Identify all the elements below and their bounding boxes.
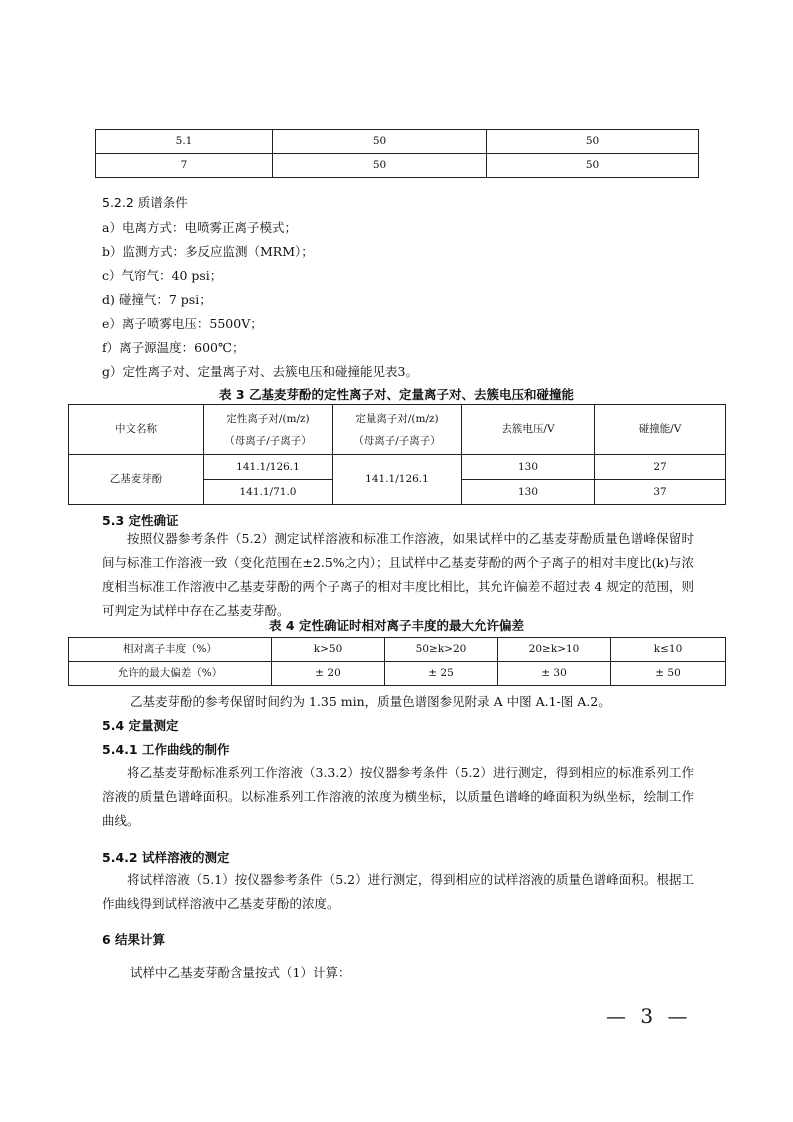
table-row: [69, 455, 726, 480]
section-heading-5-3: 5.3 定性确证: [102, 513, 179, 528]
list-item: g）定性离子对、定量离子对、去簇电压和碰撞能见表3。: [102, 364, 418, 379]
quant-pair-cell: 141.1/126.1: [333, 455, 462, 505]
table-cell: 141.1/126.1: [204, 455, 333, 480]
header-cell: 碰撞能/V: [595, 405, 726, 455]
table-cell: 20≥k>10: [498, 638, 611, 662]
header-line: 定量离子对/(m/z): [355, 412, 439, 425]
table-cell: 130: [462, 480, 595, 505]
table-cell: k≤10: [611, 638, 726, 662]
header-cell: 中文名称: [69, 405, 204, 455]
table-cell: 141.1/71.0: [204, 480, 333, 505]
table-cell: 130: [462, 455, 595, 480]
list-item: f）离子源温度：600℃；: [102, 340, 245, 355]
table-cell: 27: [595, 455, 726, 480]
table-cell: k>50: [272, 638, 385, 662]
table-cell: ± 25: [385, 662, 498, 686]
section-heading-5-2-2: 5.2.2 质谱条件: [102, 195, 188, 210]
retention-note: 乙基麦芽酚的参考保留时间约为 1.35 min，质量色谱图参见附录 A 中图 A.1-图 A.2。: [130, 694, 611, 709]
table-cell: 50: [273, 154, 487, 178]
list-item: e）离子喷雾电压：5500V；: [102, 316, 263, 331]
table-cell: 相对离子丰度（%）: [69, 638, 272, 662]
sample-measurement-paragraph: 将试样溶液（5.1）按仪器参考条件（5.2）进行测定，得到相应的试样溶液的质量色谱峰面积。根据工作曲线得到试样溶液中乙基麦芽酚的浓度。: [102, 872, 694, 911]
table4: [68, 637, 726, 686]
table-row: [96, 154, 699, 178]
table3-caption: 表 3 乙基麦芽酚的定性离子对、定量离子对、去簇电压和碰撞能: [219, 387, 574, 402]
table-cell: ± 50: [611, 662, 726, 686]
table3: [68, 404, 726, 505]
table-row: [96, 130, 699, 154]
header-line: （母离子/子离子）: [224, 434, 312, 447]
section-heading-6: 6 结果计算: [102, 932, 166, 947]
list-item: d) 碰撞气：7 psi；: [102, 292, 212, 307]
list-item: a）电离方式：电喷雾正离子模式；: [102, 220, 297, 235]
table-cell: 允许的最大偏差（%）: [69, 662, 272, 686]
table-header-row: [69, 405, 726, 455]
table-cell: 50: [487, 130, 699, 154]
page-number: — 3 —: [606, 1004, 692, 1028]
table-row: [69, 662, 726, 686]
header-line: （母离子/子离子）: [353, 434, 441, 447]
table-row: [69, 638, 726, 662]
table-cell: ± 20: [272, 662, 385, 686]
header-cell: [204, 405, 333, 455]
list-item: c）气帘气：40 psi；: [102, 268, 223, 283]
table-cell: 50: [487, 154, 699, 178]
results-text: 试样中乙基麦芽酚含量按式（1）计算：: [130, 965, 351, 980]
table-cell: 37: [595, 480, 726, 505]
section-heading-5-4-2: 5.4.2 试样溶液的测定: [102, 850, 230, 865]
table-cell: 50: [273, 130, 487, 154]
section-heading-5-4-1: 5.4.1 工作曲线的制作: [102, 742, 230, 757]
table4-caption: 表 4 定性确证时相对离子丰度的最大允许偏差: [269, 618, 524, 633]
table-top: [95, 129, 699, 178]
table-cell: 5.1: [96, 130, 273, 154]
table-cell: ± 30: [498, 662, 611, 686]
section-heading-5-4: 5.4 定量测定: [102, 718, 179, 733]
header-cell: 去簇电压/V: [462, 405, 595, 455]
header-cell: [333, 405, 462, 455]
qualitative-paragraph: 按照仪器参考条件（5.2）测定试样溶液和标准工作溶液，如果试样中的乙基麦芽酚质量色谱峰保留时间与标准工作溶液一致（变化范围在±2.5%之内）；且试样中乙基麦芽酚的两个子离子的相对丰度比(k)与浓度相当标准工作溶液中乙基麦芽酚的两个子离子的相对丰度比相比，其允许偏差不超过表 4 规定的范围，则可判定为试样中存在乙基麦芽酚。: [102, 531, 694, 618]
compound-cell: 乙基麦芽酚: [69, 455, 204, 505]
working-curve-paragraph: 将乙基麦芽酚标准系列工作溶液（3.3.2）按仪器参考条件（5.2）进行测定，得到相应的标准系列工作溶液的质量色谱峰面积。以标准系列工作溶液的浓度为横坐标，以质量色谱峰的峰面积为纵坐标，绘制工作曲线。: [102, 765, 694, 828]
table-cell: 50≥k>20: [385, 638, 498, 662]
list-item: b）监测方式：多反应监测（MRM）；: [102, 244, 314, 259]
table-cell: 7: [96, 154, 273, 178]
header-line: 定性离子对/(m/z): [226, 412, 310, 425]
